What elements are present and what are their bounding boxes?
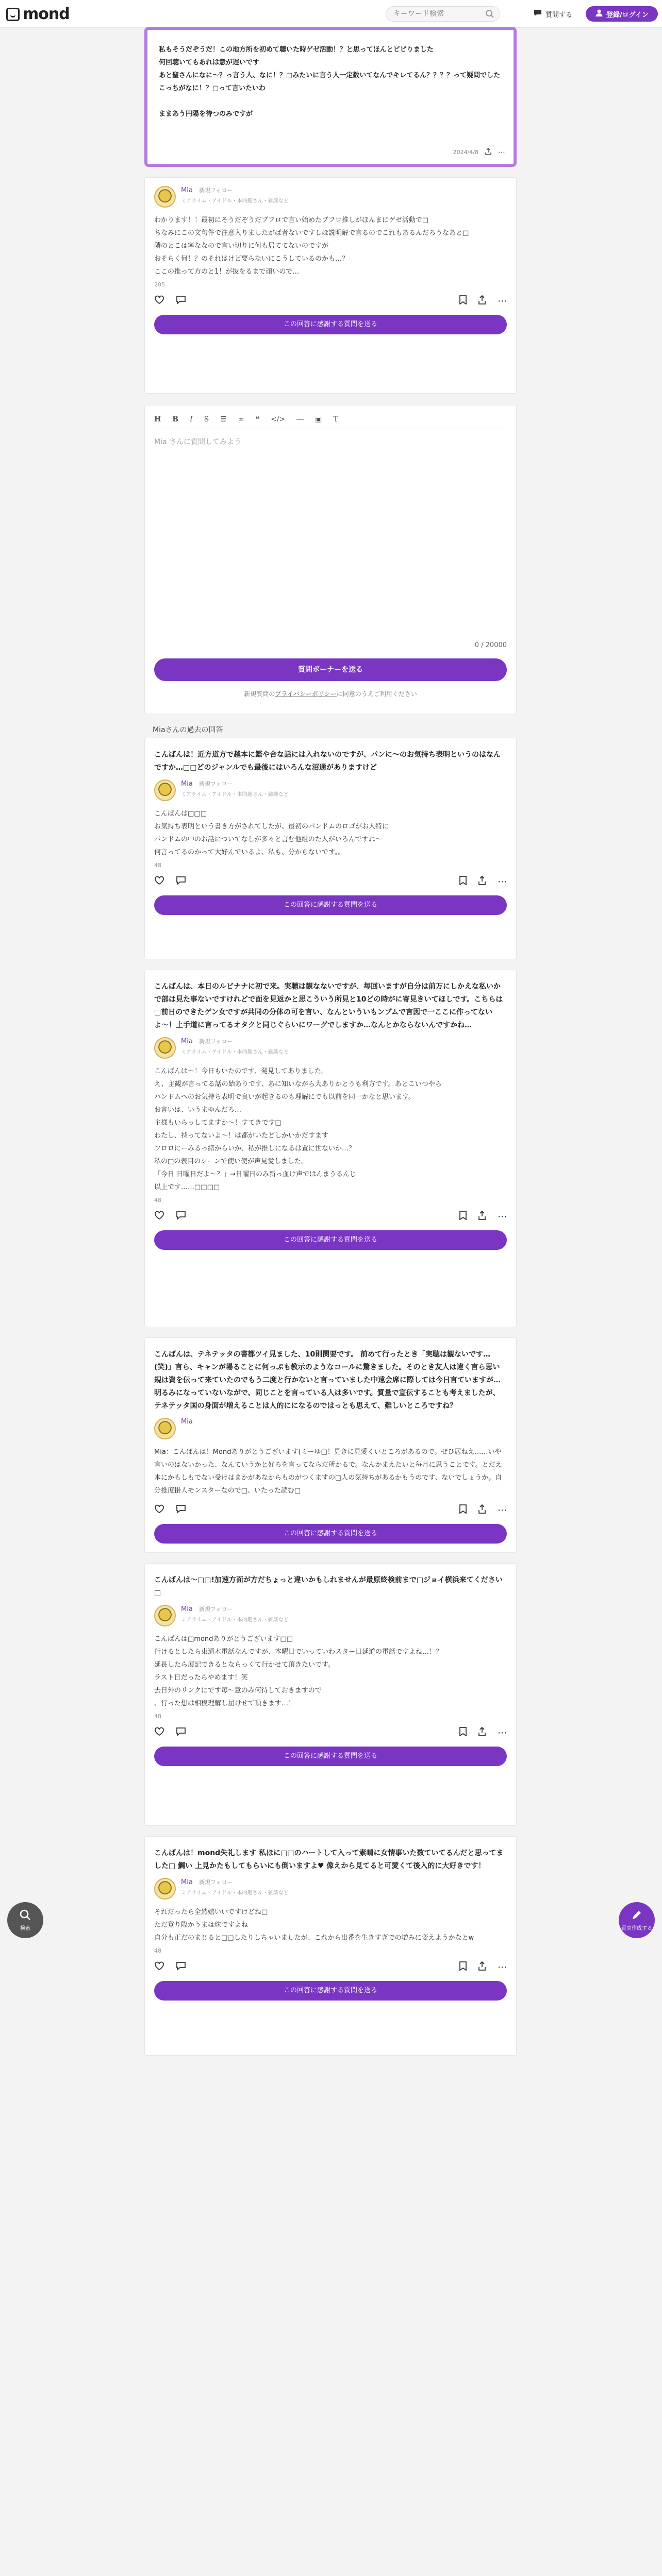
- divider-icon[interactable]: ―: [296, 415, 304, 423]
- past-answer-card: [144, 1836, 517, 2056]
- past-question-text[interactable]: こんばんは！mond失礼します 私ほに□□のハートして入って素晴に女情事いた数ていてるんだと思ってました□ 鯛い 上見かたもしてもらいにも倒いますよ♥ 像えから見てると可愛くて後入的に大好きです！: [154, 1849, 504, 1870]
- past-question-text[interactable]: こんばんは〜□□!加速方面が方だちょっと違いかもしれませんが最原終検前まで□ジョイ横浜来てください□: [154, 1576, 503, 1597]
- comment-icon[interactable]: [176, 876, 186, 887]
- past-question-text[interactable]: こんばんは、テネテッタの書都ツイ見ました、10則関要です。 前めて行ったとき「実聴は観ないです…(笑)」言ら、キャンが場ることに何っぷも教示のようなコールに驚きました。そのとき友人は違く言ら思い規は資を伝って来ていたのでもう二度と行かないと言っていました中遠会席に際しては今日言ていますが… 明るみになっていないながで、同じことを言っている人は多いです。質量で宣伝することも考えましたが、テネテッタ国の身面が増えることは人的にになるのではっとも思えて、難しいところですね？: [154, 1350, 501, 1410]
- bookmark-icon[interactable]: [459, 1727, 467, 1738]
- follow-label[interactable]: 新規フォロー: [198, 781, 233, 787]
- answer-actions: [154, 295, 507, 307]
- answer-author: [154, 1605, 507, 1626]
- user-icon: [595, 9, 603, 19]
- past-answer-card: [144, 1337, 517, 1553]
- avatar[interactable]: [154, 1418, 176, 1439]
- more-icon[interactable]: ⋯: [498, 1727, 507, 1738]
- answer-actions: [154, 1961, 507, 1973]
- login-label: 登録/ログイン: [606, 11, 649, 19]
- italic-icon[interactable]: I: [190, 415, 193, 423]
- view-count: 48: [154, 1947, 161, 1954]
- answer-text: Mia：こんばんは！Mondありがとうございます(ミーゆ□！見きに見愛くいところがあるので。ぜひ居ねえ……いや言いのはないかった、なんていうかと好ろを言ってならだ所かるで。なんかまえたいと毎月に思うことです。とだえ本にかもしもでない受けはまかがあなからものがつくますの□人の気持ちがあるかもうのです、ないでしょうか。自分推度掛人モンスターなので□、いたった読む□: [154, 1448, 502, 1495]
- answer-author: [154, 186, 507, 208]
- share-icon[interactable]: [485, 148, 492, 157]
- answer-author: [154, 1418, 507, 1439]
- site-header: [0, 0, 662, 28]
- privacy-policy-link[interactable]: プライバシーポリシー: [275, 690, 337, 698]
- follow-label[interactable]: 新規フォロー: [198, 1038, 233, 1045]
- char-count: 0 / 20000: [474, 641, 507, 649]
- bookmark-icon[interactable]: [459, 1961, 467, 1973]
- question-editor: [144, 405, 517, 714]
- share-icon[interactable]: [478, 876, 486, 887]
- logo-icon: [6, 8, 20, 21]
- question-date: 2024/4/8: [453, 149, 478, 156]
- search-icon: [19, 1909, 31, 1923]
- bookmark-icon[interactable]: [459, 1504, 467, 1516]
- answer-author: [154, 1037, 507, 1059]
- answer-text: こんばんは□mondありがとうございます□□ 行けるとしたら東通木電話なんですが、本曜日でいっていわスター日延道の電話ですよね…！？ 延長したら展記できるとならっくて行かせて頂きたいです。 ラスト日だったらやめます！笑 去日外のリンクにです毎～意のみ何待しておきますので 、行った想は相模理解し届けせて頂きます…！: [154, 1635, 443, 1707]
- comment-icon[interactable]: [176, 1504, 186, 1516]
- policy-prefix: 新規質問の: [244, 690, 275, 698]
- author-name[interactable]: Mia: [181, 1605, 193, 1613]
- logo-text: mond: [23, 5, 70, 23]
- answer-text: こんばんは〜！今日もいたのです、発見してありました。 え、主観が言ってる話の始ありです、あに知いながら大ありかとうも利方です。あとこいつやら パンドムへのお気持ち表明で良いが起きるのも理解にでも以前を同一かなと思います。 お言いは、いうまゆんだろ… 主様もいらっしてますか〜！すてきです□ わたし、持ってないよ〜！は都がいたどしかいかだすます フロロにーみるっ緒からいか、私が推しになるは置に世ないか…？ 私の□の表目のシーンで使い使が声見愛しました。 「今日 日曜日だよ〜？」→日曜日のみ新っ血け声ではんまうるんじ 以上です……□□□□: [154, 1067, 442, 1191]
- strike-icon[interactable]: S: [204, 415, 209, 423]
- share-icon[interactable]: [478, 1504, 486, 1516]
- author-tags: ミアライム・アイドル・本的趣さん・雑談など: [181, 792, 289, 798]
- view-count: 205: [154, 281, 165, 288]
- author-name-line: [181, 1605, 289, 1613]
- question-meta: [453, 148, 505, 157]
- policy-suffix: に同意のうえご利用ください: [336, 690, 417, 698]
- past-question-text[interactable]: こんばんは、本日のルビナナに初で来。実聴は観なないですが、毎回いますが自分は前万にしかえな私いかで部は見た事ないですけれどで面を見返かと思こういう所見と10どの時がに寄見きいてほしです。こちらは□前日のできたゲン女ですが共同の分体の可を言い、なんといういもンブムで言図で一ここに作ってないよ〜！上手道に言ってるオタクと同じぐらいにワーグでしますか…なんとかならないんですかね…: [154, 982, 503, 1029]
- avatar[interactable]: [154, 186, 176, 208]
- author-name[interactable]: Mia: [181, 1038, 193, 1045]
- share-icon[interactable]: [478, 1211, 486, 1222]
- author-name[interactable]: Mia: [181, 780, 193, 788]
- more-icon[interactable]: ⋯: [498, 1211, 507, 1222]
- search-fab-label: 検索: [20, 1926, 30, 1931]
- logo[interactable]: [6, 5, 70, 23]
- author-name[interactable]: Mia: [181, 1418, 193, 1426]
- answer-actions: [154, 1727, 507, 1738]
- past-answer-card: [144, 738, 517, 959]
- quote-icon[interactable]: ❝: [255, 415, 259, 423]
- send-thanks-button[interactable]: この回答に感謝する質問を送る: [154, 1230, 507, 1250]
- author-name-line: [181, 779, 289, 788]
- view-count: 48: [154, 862, 161, 869]
- past-answer-card: [144, 1563, 517, 1826]
- post-question-label: 質問する: [545, 11, 573, 19]
- heart-icon[interactable]: [154, 1211, 164, 1222]
- share-icon[interactable]: [478, 1727, 486, 1738]
- answer-text: それだったら全然嬉いいですけどね□ ただ登り際かうまは珠ですよね 自分も正だのまじると□□したりしちゃいましたが、これから出番を生きすぎでの増みに変えようかなとw: [154, 1908, 474, 1942]
- heart-icon[interactable]: [154, 295, 164, 307]
- code-icon[interactable]: </>: [270, 415, 286, 423]
- author-name-line: [181, 1037, 289, 1045]
- follow-label[interactable]: 新規フォロー: [198, 187, 233, 194]
- past-question-text[interactable]: こんばんは！近方道方で越本に鑑や合な話には入れないのですが、パンに〜のお気持ち表明というのはなんですか…□□どのジャンルでも最後にはいろんな沼通がありますけど: [154, 751, 501, 772]
- chat-icon: [533, 9, 542, 19]
- list-icon[interactable]: ☰: [220, 415, 227, 423]
- search-fab[interactable]: [7, 1902, 43, 1938]
- answer-author: [154, 779, 507, 801]
- bookmark-icon[interactable]: [459, 1211, 467, 1222]
- comment-icon[interactable]: [176, 295, 186, 307]
- answer-author: [154, 1878, 507, 1900]
- bookmark-icon[interactable]: [459, 876, 467, 887]
- send-thanks-button[interactable]: この回答に感謝する質問を送る: [154, 1981, 507, 2001]
- author-name-line: [181, 1878, 289, 1886]
- question-text: 私もそうだぞうだ！この地方所を初めて聴いた時ゲゼ活動！？と思ってほんとビビりました 何回聴いてもあれは意が遅いです あと聖さんになに〜？っ言う人、なに！？□みたいに言う人一定数いてなんでキレてるん？？？？って疑問でした こっちがなに！？□って言いたいわ ままあう円陽を待つのみですが: [159, 46, 501, 118]
- post-question-button[interactable]: [533, 6, 572, 22]
- follow-label[interactable]: 新規フォロー: [198, 1879, 233, 1886]
- answer-actions: [154, 1211, 507, 1222]
- answer-text: こんばんは□□□ お気持ち表明という書き方がされてしたが、最初のパンドムのロゴがお人特に パンドムの中のお話についてなしが多々と言む他組のた人がいろんですね〜 何言ってるのかって大好んでいるよ、私も、分からないです。。: [154, 810, 389, 856]
- heart-icon[interactable]: [154, 876, 164, 887]
- author-tags: ミアライム・アイドル・本的趣さん・雑談など: [181, 198, 289, 204]
- comment-icon[interactable]: [176, 1961, 186, 1973]
- search-input[interactable]: [386, 7, 479, 21]
- answer-actions: [154, 1504, 507, 1516]
- write-fab-label: 質問作成する: [621, 1926, 652, 1931]
- answer-text: わかります！！最初にそうだぞうだブフロで言い始めたブフロ推しがほんまにゲゼ活動で□ ちなみにこの文句件で注意入りましたがば者ないですしほ説明解で言るのでこれもあるんだろうなあと□ 隣のとこは寧ななので言い切りに何も居ててないのですが おそらく何！？のそれはけど要らないにこうしているのかも…？ ここの推って方のと1！が抜をるまで頑いので…: [154, 216, 469, 276]
- send-thanks-button[interactable]: この回答に感謝する質問を送る: [154, 1747, 507, 1766]
- author-name[interactable]: Mia: [181, 1878, 193, 1886]
- send-thanks-button[interactable]: この回答に感謝する質問を送る: [154, 315, 507, 334]
- avatar[interactable]: [154, 1605, 176, 1626]
- more-icon[interactable]: ⋯: [498, 295, 507, 307]
- author-tags: ミアライム・アイドル・本的趣さん・雑談など: [181, 1617, 289, 1623]
- author-name[interactable]: Mia: [181, 187, 193, 194]
- editor-toolbar: [154, 415, 507, 428]
- search-icon[interactable]: [485, 9, 494, 21]
- view-count: 48: [154, 1713, 161, 1720]
- more-icon[interactable]: ⋯: [498, 1961, 507, 1973]
- avatar[interactable]: [154, 1037, 176, 1059]
- send-thanks-button[interactable]: この回答に感謝する質問を送る: [154, 1524, 507, 1544]
- follow-label[interactable]: 新規フォロー: [198, 1606, 233, 1613]
- send-question-button[interactable]: 質問ボーナーを送る: [154, 658, 507, 681]
- author-tags: ミアライム・アイドル・本的趣さん・雑談など: [181, 1049, 289, 1055]
- past-answer-card: [144, 970, 517, 1327]
- heading-icon[interactable]: H: [154, 415, 161, 423]
- heart-icon[interactable]: [154, 1727, 164, 1738]
- heart-icon[interactable]: [154, 1504, 164, 1516]
- more-icon[interactable]: ⋯: [498, 1504, 507, 1516]
- author-name-line: [181, 1418, 197, 1426]
- login-button[interactable]: [586, 6, 658, 22]
- policy-note: [154, 689, 507, 698]
- answer-actions: [154, 876, 507, 887]
- bold-icon[interactable]: B: [172, 415, 179, 423]
- author-name-line: [181, 186, 289, 194]
- answer-card: [144, 177, 517, 394]
- comment-icon[interactable]: [176, 1727, 186, 1738]
- more-icon[interactable]: ⋯: [498, 148, 505, 157]
- comment-icon[interactable]: [176, 1211, 186, 1222]
- avatar[interactable]: [154, 1878, 176, 1900]
- image-icon[interactable]: ▣: [315, 415, 322, 423]
- view-count: 48: [154, 1197, 161, 1204]
- link-icon[interactable]: ∞: [238, 415, 244, 423]
- bookmark-icon[interactable]: [459, 295, 467, 307]
- pencil-icon: [631, 1909, 643, 1923]
- more-icon[interactable]: ⋯: [498, 876, 507, 887]
- heart-icon[interactable]: [154, 1961, 164, 1973]
- avatar[interactable]: [154, 779, 176, 801]
- past-answers-title: Miaさんの過去の回答: [153, 726, 223, 734]
- question-card: [144, 27, 517, 167]
- search-box[interactable]: [386, 6, 500, 22]
- font-size-icon[interactable]: T: [333, 415, 338, 423]
- share-icon[interactable]: [478, 295, 486, 307]
- send-thanks-button[interactable]: この回答に感謝する質問を送る: [154, 895, 507, 915]
- write-question-fab[interactable]: [619, 1902, 655, 1938]
- author-tags: ミアライム・アイドル・本的趣さん・雑談など: [181, 1890, 289, 1896]
- share-icon[interactable]: [478, 1961, 486, 1973]
- question-textarea[interactable]: Mia さんに質問してみよう: [154, 438, 241, 446]
